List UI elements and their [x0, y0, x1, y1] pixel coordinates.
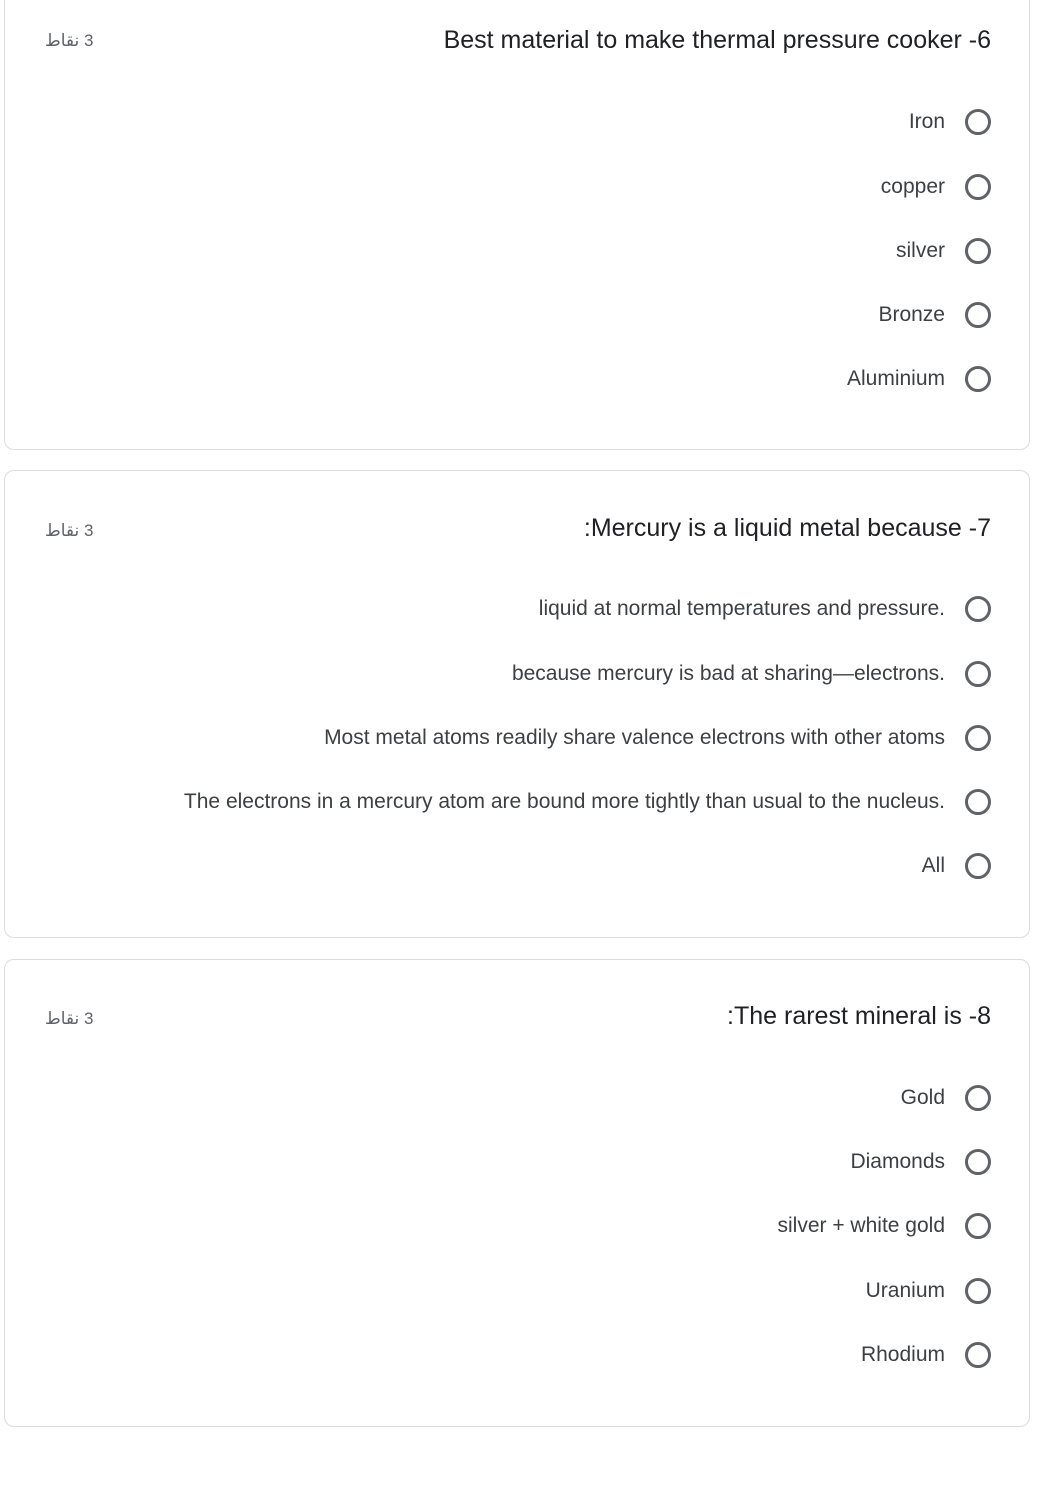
radio-button[interactable]	[965, 853, 991, 879]
option-share-valence[interactable]	[324, 721, 991, 755]
radio-button[interactable]	[965, 302, 991, 328]
question-card-7	[4, 470, 1030, 938]
option-uranium[interactable]	[866, 1274, 991, 1308]
question-points: 3 نقاط	[45, 521, 94, 540]
option-bound-tightly[interactable]	[184, 785, 991, 819]
option-diamonds[interactable]	[850, 1145, 991, 1179]
option-liquid-normal-temperature[interactable]	[539, 592, 991, 626]
option-gold[interactable]	[901, 1081, 991, 1115]
option-label: Gold	[900, 1086, 945, 1109]
option-label: The electrons in a mercury atom are bound more tightly than usual to the nucleus.	[183, 790, 945, 813]
question-title: :Mercury is a liquid metal because -7	[583, 514, 991, 542]
radio-button[interactable]	[965, 366, 991, 392]
option-copper[interactable]	[881, 170, 991, 204]
option-iron[interactable]	[909, 105, 991, 139]
question-title: Best material to make thermal pressure cooker -6	[443, 26, 991, 54]
option-label: Iron	[908, 110, 945, 133]
radio-button[interactable]	[965, 1149, 991, 1175]
option-label: Diamonds	[850, 1150, 945, 1173]
radio-button[interactable]	[965, 596, 991, 622]
option-label: liquid at normal temperatures and pressure.	[538, 597, 945, 620]
option-silver-white-gold[interactable]	[778, 1209, 992, 1243]
question-points: 3 نقاط	[45, 31, 94, 50]
radio-button[interactable]	[965, 789, 991, 815]
option-label: Uranium	[865, 1279, 945, 1302]
radio-button[interactable]	[965, 1342, 991, 1368]
option-label: Rhodium	[860, 1343, 945, 1366]
question-card-6	[4, 0, 1030, 450]
radio-button[interactable]	[965, 725, 991, 751]
option-all[interactable]	[922, 849, 991, 883]
option-label: Most metal atoms readily share valence electrons with other atoms	[324, 726, 945, 749]
option-label: silver	[895, 239, 945, 262]
question-title: :The rarest mineral is -8	[727, 1002, 991, 1030]
radio-button[interactable]	[965, 109, 991, 135]
radio-button[interactable]	[965, 661, 991, 687]
option-aluminium[interactable]	[847, 362, 991, 396]
question-card-8	[4, 959, 1030, 1427]
option-label: All	[921, 854, 945, 877]
option-silver[interactable]	[896, 234, 991, 268]
option-label: because mercury is bad at sharing—electrons.	[511, 662, 945, 685]
radio-button[interactable]	[965, 1278, 991, 1304]
option-bronze[interactable]	[878, 298, 991, 332]
radio-button[interactable]	[965, 1213, 991, 1239]
option-label: copper	[880, 175, 945, 198]
option-label: silver + white gold	[777, 1214, 945, 1237]
option-rhodium[interactable]	[861, 1338, 991, 1372]
radio-button[interactable]	[965, 174, 991, 200]
radio-button[interactable]	[965, 1085, 991, 1111]
option-label: Aluminium	[846, 367, 945, 390]
radio-button[interactable]	[965, 238, 991, 264]
option-bad-at-sharing[interactable]	[512, 657, 991, 691]
question-points: 3 نقاط	[45, 1009, 94, 1028]
option-label: Bronze	[878, 303, 945, 326]
